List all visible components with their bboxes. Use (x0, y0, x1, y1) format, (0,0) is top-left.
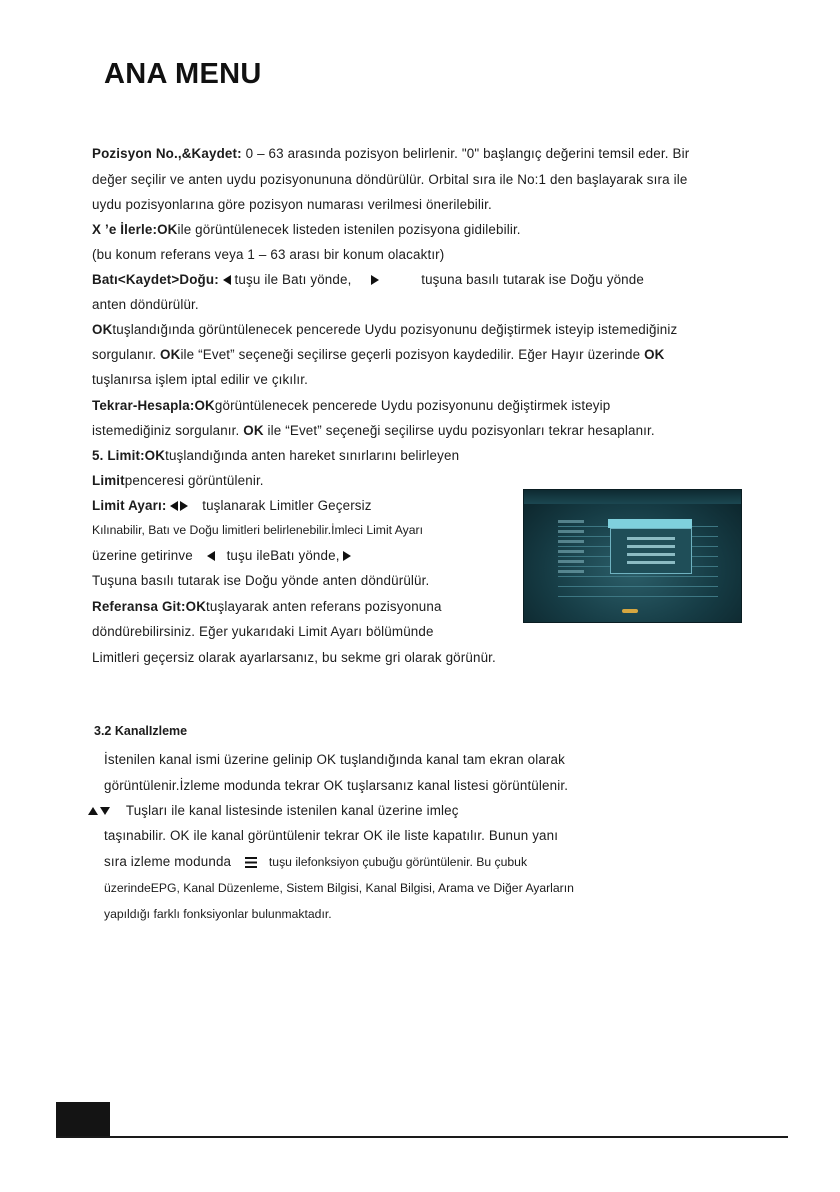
page-title: ANA MENU (104, 58, 262, 90)
term-west-east: Batı<Kaydet>Doğu: (92, 272, 219, 287)
text-span: tuşlanarak Limitler Geçersiz (202, 498, 372, 513)
text-line (88, 803, 459, 818)
limit-setting-screenshot (523, 489, 742, 623)
text-line (92, 498, 372, 513)
screenshot-row (558, 576, 718, 577)
screenshot-popup-item (627, 545, 675, 548)
screenshot-row-label (558, 520, 584, 523)
text-line: tuşlanırsa işlem iptal edilir ve çıkılır. (92, 372, 309, 387)
term-ok: OK (92, 322, 113, 337)
text-span: 0 – 63 arasında pozisyon belirlenir. "0" başlangıç değerini temsil eder. Bir (241, 146, 690, 161)
text-line: döndürebilirsiniz. Eğer yukarıdaki Limit Ayarı bölümünde (92, 624, 434, 639)
text-span: ile “Evet” seçeneği seçilirse geçerli pozisyon kaydedilir. Eğer Hayır üzerinde (180, 347, 645, 362)
text-span: sorgulanır. (92, 347, 161, 362)
text-span: görüntülenecek pencerede Uydu pozisyonunu değiştirmek isteyip (214, 398, 611, 413)
text-span: tuşlandığında görüntülenecek pencerede Uydu pozisyonunu değiştirmek isteyip istemediğiniz (112, 322, 678, 337)
text-line (92, 146, 689, 161)
screenshot-popup-item (627, 553, 675, 556)
term-recalculate: Tekrar-Hesapla:OK (92, 398, 215, 413)
text-line (92, 448, 459, 463)
text-span: tuşlayarak anten referans pozisyonuna (206, 599, 442, 614)
screenshot-row-label (558, 540, 584, 543)
text-line (92, 398, 610, 413)
text-span: ile görüntülenecek listeden istenilen pozisyona gidilebilir. (177, 222, 521, 237)
arrow-up-icon (88, 807, 98, 815)
page-number-block (56, 1102, 110, 1137)
text-span: Tuşları ile kanal listesinde istenilen kanal üzerine imleç (125, 803, 459, 818)
text-line (104, 854, 527, 869)
text-line (92, 599, 442, 614)
term-limit: 5. Limit:OK (92, 448, 166, 463)
text-span: tuşu ile Batı yönde, (230, 272, 352, 287)
menu-icon (245, 857, 257, 868)
term-limit-window: Limit (92, 473, 125, 488)
text-line (92, 322, 677, 337)
footer-rule (56, 1136, 788, 1138)
text-line: Tuşuna basılı tutarak ise Doğu yönde anten döndürülür. (92, 573, 430, 588)
text-span: ile “Evet” seçeneği seçilirse uydu pozisyonları tekrar hesaplanır. (263, 423, 655, 438)
text-line: uydu pozisyonlarına göre pozisyon numarası verilmesi önerilebilir. (92, 197, 492, 212)
text-line: Kılınabilir, Batı ve Doğu limitleri belirlenebilir.İmleci Limit Ayarı (92, 523, 423, 537)
term-goto-x: X ’e İlerle:OK (92, 222, 178, 237)
arrow-right-icon (180, 501, 188, 511)
screenshot-logo (622, 609, 638, 613)
term-limit-setting: Limit Ayarı: (92, 498, 167, 513)
screenshot-row (558, 596, 718, 597)
screenshot-popup-header (608, 519, 692, 528)
screenshot-row-label (558, 560, 584, 563)
text-span: istemediğiniz sorgulanır. (92, 423, 244, 438)
text-line: anten döndürülür. (92, 297, 199, 312)
text-line: yapıldığı farklı fonksiyonlar bulunmaktadır. (104, 907, 332, 921)
term-ok: OK (644, 347, 665, 362)
screenshot-row (558, 586, 718, 587)
arrow-down-icon (100, 807, 110, 815)
arrow-left-icon (207, 551, 215, 561)
section-heading: 3.2 KanalIzleme (94, 724, 188, 738)
term-goto-reference: Referansa Git:OK (92, 599, 207, 614)
arrow-left-icon (223, 275, 231, 285)
screenshot-popup-item (627, 537, 675, 540)
arrow-right-icon (371, 275, 379, 285)
arrow-right-icon (343, 551, 351, 561)
text-line (92, 222, 521, 237)
text-line: (bu konum referans veya 1 – 63 arası bir konum olacaktır) (92, 247, 445, 262)
text-span: tuşlandığında anten hareket sınırlarını belirleyen (165, 448, 460, 463)
text-line: Limitleri geçersiz olarak ayarlarsanız, bu sekme gri olarak görünür. (92, 650, 496, 665)
text-line (92, 423, 655, 438)
screenshot-header (524, 490, 741, 504)
text-span: tuşu ilefonksiyon çubuğu görüntülenir. Bu çubuk (268, 855, 528, 869)
screenshot-row-label (558, 570, 584, 573)
screenshot-row-label (558, 550, 584, 553)
text-line: üzerindeEPG, Kanal Düzenleme, Sistem Bilgisi, Kanal Bilgisi, Arama ve Diğer Ayarların (104, 881, 574, 895)
text-line: değer seçilir ve anten uydu pozisyonununa döndürülür. Orbital sıra ile No:1 den başlayarak sıra ile (92, 172, 688, 187)
text-span: tuşuna basılı tutarak ise Doğu yönde (421, 272, 644, 287)
term-position-save: Pozisyon No.,&Kaydet: (92, 146, 242, 161)
term-ok: OK (243, 423, 264, 438)
text-line (92, 548, 351, 563)
text-line: İstenilen kanal ismi üzerine gelinip OK tuşlandığında kanal tam ekran olarak (104, 752, 565, 767)
screenshot-popup-item (627, 561, 675, 564)
text-line (92, 473, 264, 488)
term-ok: OK (160, 347, 181, 362)
text-span: penceresi görüntülenir. (124, 473, 264, 488)
screenshot-popup (610, 528, 692, 574)
arrow-left-icon (170, 501, 178, 511)
text-span: tuşu ileBatı yönde, (226, 548, 340, 563)
text-span: üzerine getirinve (92, 548, 193, 563)
text-line: görüntülenir.İzleme modunda tekrar OK tuşlarsanız kanal listesi görüntülenir. (104, 778, 569, 793)
text-span: sıra izleme modunda (104, 854, 232, 869)
text-line: taşınabilir. OK ile kanal görüntülenir tekrar OK ile liste kapatılır. Bunun yanı (104, 828, 559, 843)
text-line (92, 272, 644, 287)
text-line (92, 347, 664, 362)
screenshot-row-label (558, 530, 584, 533)
